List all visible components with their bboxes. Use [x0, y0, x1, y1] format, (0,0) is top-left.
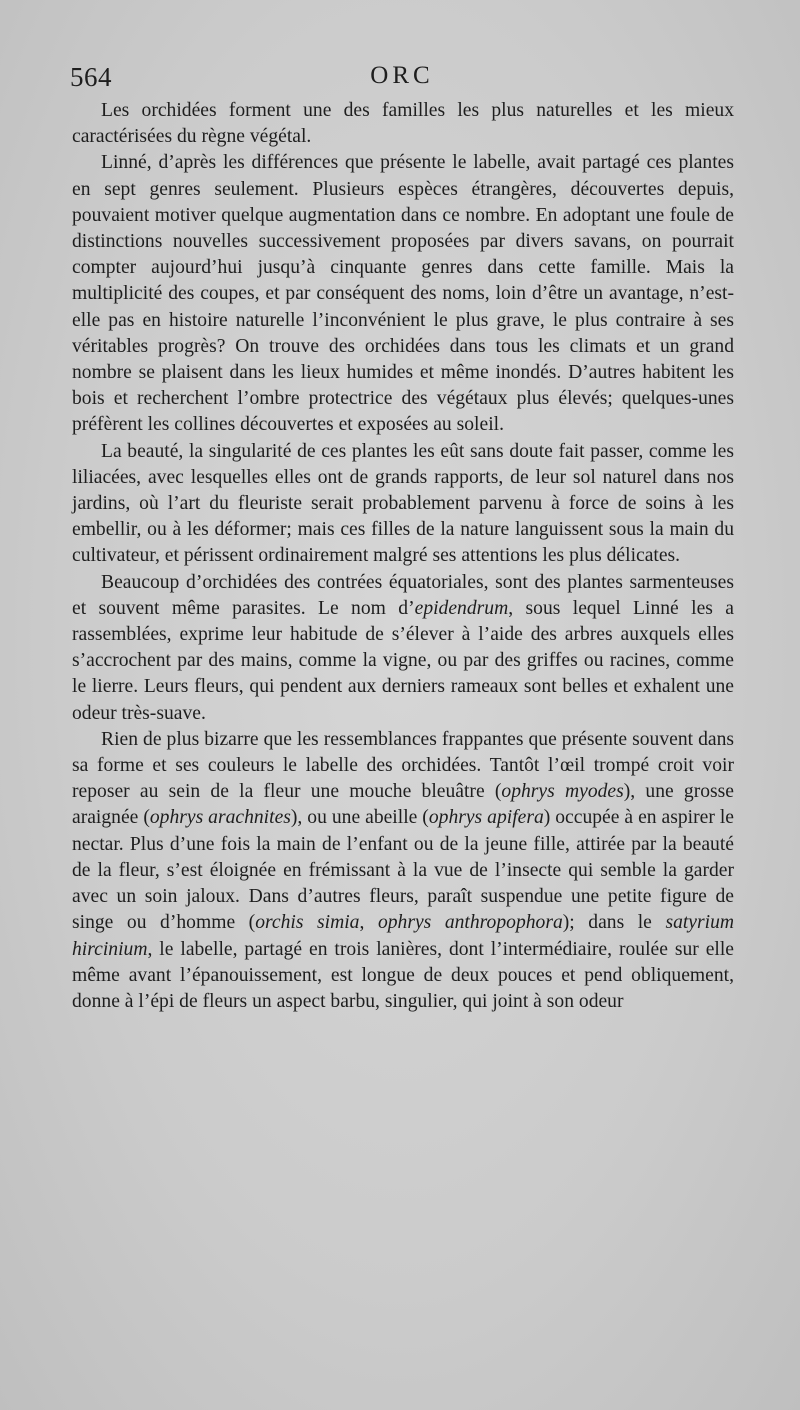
text-run: ); dans le	[562, 912, 666, 934]
paragraph-4	[72, 570, 734, 727]
running-head: ORC	[370, 62, 434, 89]
text-run: Les orchidées forment une des familles les plus naturelles et les mieux caractérisées du règne végétal.	[72, 100, 734, 148]
page-header	[70, 62, 734, 98]
paragraph-1	[72, 98, 734, 150]
text-run: ), une grosse araignée (	[72, 781, 735, 829]
text-run: Linné, d’après les différences que présente le labelle, avait partagé ces plantes en sept genres seulement. Plusieurs espèces étrangères, découvertes depuis, pouvaient motiver quelque augmentation dans ce nombre. En adoptant une foule de distinctions nouvelles successivement proposées par divers savans, on pourrait compter aujourd’hui jusqu’à cinquante genres dans cette famille. Mais la multiplicité des coupes, et par conséquent des noms, loin d’être un avantage, n’est-elle pas en histoire naturelle l’inconvénient le plus grave, le plus contraire à ses véritables progrès? On trouve des orchidées dans tous les climats et un grand nombre se plaisent dans les lieux humides et même inondés. D’autres habitent les bois et recherchent l’ombre protectrice des végétaux plus élevés; quelques-unes préfèrent les collines découvertes et exposées au soleil.	[72, 152, 734, 436]
text-run: , le labelle, partagé en trois lanières, dont l’intermédiaire, roulée sur elle même avant l’épanouissement, est longue de deux pouces et pend obliquement, donne à l’épi de fleurs un aspect barbu, singulier, qui joint à son odeur	[72, 938, 734, 1012]
text-run: Beaucoup d’orchidées des contrées équatoriales, sont des plantes sarmenteuses et souvent même parasites. Le nom d’	[72, 571, 734, 619]
text-run: La beauté, la singularité de ces plantes les eût sans doute fait passer, comme les liliacées, avec lesquelles elles ont de grands rapports, de leur sol naturel dans nos jardins, où l’art du fleuriste serait probablement parvenu à force de soins à les embellir, ou à les déformer; mais ces filles de la nature languissent sous la main du cultivateur, et périssent ordinairement malgré ses attentions les plus délicates.	[72, 440, 734, 567]
text-run: Rien de plus bizarre que les ressemblances frappantes que présente souvent dans sa forme et ses couleurs le labelle des orchidées. Tantôt l’œil trompé croit voir reposer au sein de la fleur une mouche bleuâtre (	[72, 728, 734, 803]
text-run: ,	[359, 912, 378, 934]
paragraph-3	[72, 439, 734, 570]
page-number: 564	[70, 62, 112, 92]
italic-term: orchis simia	[255, 912, 360, 934]
text-run: ), ou une abeille (	[290, 807, 429, 829]
paragraph-2	[72, 150, 734, 438]
text-run: , sous lequel Linné les a rassemblées, exprime leur habitude de s’élever à l’aide des arbres auxquels elles s’accrochent par des mains, comme la vigne, ou par des griffes ou racines, comme le lierre. Leurs fleurs, qui pendent aux derniers rameaux sont belles et exhalent une odeur très-suave.	[72, 597, 734, 724]
italic-term: satyrium hircinium	[72, 912, 735, 960]
italic-term: ophrys arachnites	[149, 807, 291, 829]
text-run: ) occupée à en aspirer le nectar. Plus d’une fois la main de l’enfant ou de la jeune fille, attirée par la beauté de la fleur, s’est éloignée en frémissant à la vue de l’insecte qui semble la garder avec un soin jaloux. Dans d’autres fleurs, paraît suspendue une petite figure de singe ou d’homme (	[72, 807, 734, 934]
italic-term: epidendrum	[414, 597, 509, 619]
italic-term: ophrys anthropophora	[377, 912, 563, 934]
body-text	[72, 98, 734, 1015]
italic-term: ophrys apifera	[428, 807, 544, 829]
italic-term: ophrys myodes	[501, 781, 624, 803]
paragraph-5	[72, 727, 734, 1015]
